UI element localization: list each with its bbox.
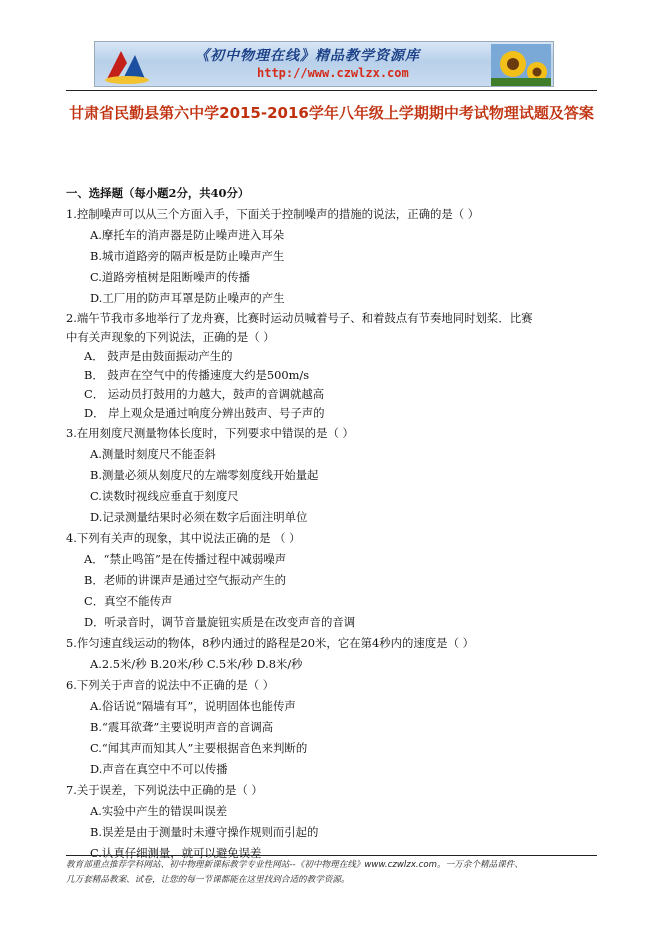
- question-1-option-c: C.道路旁植树是阻断噪声的传播: [90, 270, 251, 284]
- question-6-option-d: D.声音在真空中不可以传播: [90, 762, 228, 776]
- question-2-option-a: A． 鼓声是由鼓面振动产生的: [84, 349, 233, 363]
- question-3: 3.在用刻度尺测量物体长度时，下列要求中错误的是（ ）: [66, 426, 354, 440]
- question-4-option-c: C．真空不能传声: [84, 594, 173, 608]
- question-7-option-c: C.认真仔细测量，就可以避免误差: [90, 846, 262, 860]
- question-7-option-b: B.误差是由于测量时未遵守操作规则而引起的: [90, 825, 319, 839]
- question-2-cont: 中有关声现象的下列说法，正确的是（ ）: [66, 330, 275, 344]
- question-3-option-b: B.测量必须从刻度尺的左端零刻度线开始量起: [90, 468, 319, 482]
- question-4-option-b: B．老师的讲课声是通过空气振动产生的: [84, 573, 287, 587]
- footer-rule: [66, 855, 597, 856]
- question-6: 6.下列关于声音的说法中不正确的是（ ）: [66, 678, 275, 692]
- page-title: 甘肃省民勤县第六中学2015-2016学年八年级上学期期中考试物理试题及答案: [69, 104, 594, 122]
- question-3-option-c: C.读数时视线应垂直于刻度尺: [90, 489, 239, 503]
- question-1-option-d: D.工厂用的防声耳罩是防止噪声的产生: [90, 291, 285, 305]
- page-footer: [66, 858, 597, 888]
- banner-slogan: 《初中物理在线》精品教学资源库: [195, 48, 420, 64]
- question-4: 4.下列有关声的现象，其中说法正确的是 （ ）: [66, 531, 301, 545]
- question-4-option-a: A．“禁止鸣笛”是在传播过程中减弱噪声: [84, 552, 287, 566]
- question-7: 7.关于误差，下列说法中正确的是（ ）: [66, 783, 263, 797]
- question-5-options: A.2.5米/秒 B.20米/秒 C.5米/秒 D.8米/秒: [90, 657, 303, 671]
- question-2: 2.端午节我市多地举行了龙舟赛，比赛时运动员喊着号子、和着鼓点有节奏地同时划桨．比赛: [66, 311, 533, 325]
- question-5: 5.作匀速直线运动的物体，8秒内通过的路程是20米，它在第4秒内的速度是（ ）: [66, 636, 474, 650]
- footer-line-1: 教育部重点推荐学科网站、初中物理新课标教学专业性网站--《初中物理在线》www.czwlzx.com。一万余个精品课件、: [66, 860, 523, 870]
- question-2-option-c: C． 运动员打鼓用的力越大，鼓声的音调就越高: [84, 387, 325, 401]
- question-2-option-b: B． 鼓声在空气中的传播速度大约是500m/s: [84, 368, 310, 382]
- question-2-option-d: D． 岸上观众是通过响度分辨出鼓声、号子声的: [84, 406, 325, 420]
- question-6-option-a: A.俗话说“隔墙有耳”，说明固体也能传声: [90, 699, 296, 713]
- question-3-option-d: D.记录测量结果时必须在数字后面注明单位: [90, 510, 308, 524]
- question-3-option-a: A.测量时刻度尺不能歪斜: [90, 447, 216, 461]
- question-6-option-b: B.“震耳欲聋”主要说明声音的音调高: [90, 720, 274, 734]
- question-list: [66, 183, 597, 864]
- footer-line-2: 几万套精品教案、试卷，让您的每一节课都能在这里找到合适的教学资源。: [66, 875, 350, 885]
- question-6-option-c: C.“闻其声而知其人”主要根据音色来判断的: [90, 741, 308, 755]
- header-rule: [66, 90, 597, 91]
- question-1-option-b: B.城市道路旁的隔声板是防止噪声产生: [90, 249, 285, 263]
- question-4-option-d: D．听录音时，调节音量旋钮实质是在改变声音的音调: [84, 615, 356, 629]
- site-logo-icon: [101, 45, 153, 85]
- banner-url: http://www.czwlzx.com: [257, 66, 409, 80]
- question-7-option-a: A.实验中产生的错误叫误差: [90, 804, 228, 818]
- header-banner: [94, 41, 554, 87]
- sunflower-icon: [491, 44, 551, 86]
- question-1-option-a: A.摩托车的消声器是防止噪声进入耳朵: [90, 228, 285, 242]
- question-1: 1.控制噪声可以从三个方面入手，下面关于控制噪声的措施的说法，正确的是（ ）: [66, 207, 480, 221]
- section-heading: 一、选择题（每小题2分，共40分）: [66, 186, 250, 200]
